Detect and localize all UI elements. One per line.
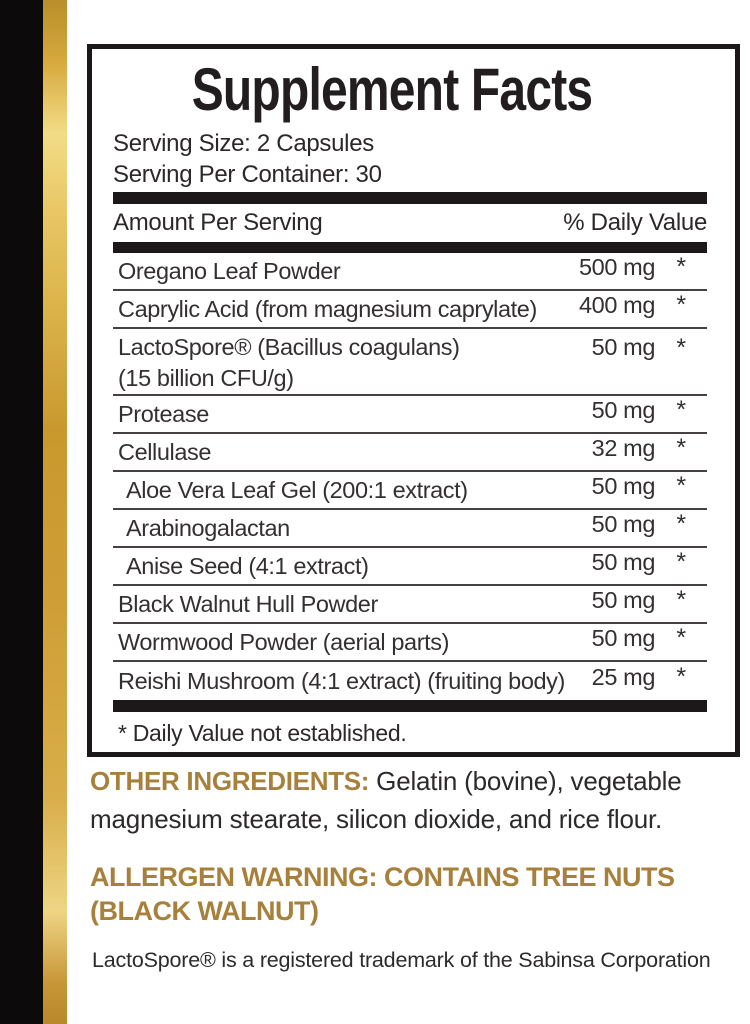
serving-info bbox=[113, 128, 707, 190]
table-row bbox=[113, 662, 707, 700]
ingredient-name-text: Reishi Mushroom (4:1 extract) (fruiting body) bbox=[118, 667, 565, 694]
panel-title: Supplement Facts bbox=[191, 56, 593, 123]
divider-bar-header bbox=[113, 242, 707, 253]
other-ingredients bbox=[90, 762, 750, 838]
ingredient-amount: 32 mg bbox=[591, 434, 655, 461]
table-row bbox=[113, 329, 707, 396]
table-row bbox=[113, 434, 707, 472]
ingredient-amount: 25 mg bbox=[591, 663, 655, 690]
table-row bbox=[113, 586, 707, 624]
trademark-note: LactoSpore® is a registered trademark of the Sabinsa Corporation bbox=[92, 948, 711, 972]
divider-bar-top bbox=[113, 192, 707, 204]
ingredient-name-text: Wormwood Powder (aerial parts) bbox=[118, 628, 450, 655]
table-row bbox=[113, 396, 707, 434]
daily-value-asterisk: * bbox=[676, 471, 686, 500]
other-ingredients-line1 bbox=[90, 762, 750, 800]
other-ingredients-text2: magnesium stearate, silicon dioxide, and rice flour. bbox=[90, 804, 663, 834]
ingredient-amount: 50 mg bbox=[591, 548, 655, 575]
ingredient-name-text: Aloe Vera Leaf Gel (200:1 extract) bbox=[126, 476, 468, 503]
ingredient-name bbox=[113, 629, 565, 656]
daily-value-asterisk: * bbox=[676, 334, 686, 362]
allergen-warning-line1: ALLERGEN WARNING: CONTAINS TREE NUTS bbox=[90, 862, 675, 892]
ingredient-name bbox=[113, 401, 565, 428]
ingredient-name bbox=[113, 258, 565, 285]
serving-size: Serving Size: 2 Capsules bbox=[113, 130, 374, 157]
daily-value-footnote: * Daily Value not established. bbox=[118, 720, 407, 746]
daily-value-asterisk: * bbox=[676, 290, 686, 319]
ingredient-subname: (15 billion CFU/g) bbox=[118, 365, 294, 391]
table-row bbox=[113, 624, 707, 662]
ingredient-amount: 50 mg bbox=[591, 586, 655, 613]
ingredient-amount: 500 mg bbox=[579, 253, 655, 280]
table-row bbox=[113, 510, 707, 548]
ingredient-amount: 50 mg bbox=[591, 624, 655, 651]
table-row bbox=[113, 253, 707, 291]
daily-value-asterisk: * bbox=[676, 252, 686, 281]
ingredient-amount: 50 mg bbox=[591, 396, 655, 423]
ingredient-name bbox=[113, 296, 565, 323]
daily-value-asterisk: * bbox=[676, 395, 686, 424]
allergen-warning bbox=[90, 860, 675, 928]
ingredient-amount: 400 mg bbox=[579, 291, 655, 318]
ingredient-name bbox=[113, 591, 565, 618]
ingredient-amount: 50 mg bbox=[591, 510, 655, 537]
ingredient-amount: 50 mg bbox=[591, 472, 655, 499]
gold-stripe bbox=[43, 0, 67, 1024]
ingredient-name bbox=[113, 553, 565, 580]
ingredient-name bbox=[113, 332, 565, 394]
ingredient-name bbox=[113, 477, 565, 504]
table-row bbox=[113, 472, 707, 510]
daily-value-asterisk: * bbox=[676, 585, 686, 614]
left-black-bar bbox=[0, 0, 43, 1024]
ingredient-name bbox=[113, 668, 565, 695]
table-row bbox=[113, 291, 707, 329]
ingredient-name-text: LactoSpore® (Bacillus coagulans) bbox=[118, 334, 460, 360]
other-ingredients-label: OTHER INGREDIENTS: bbox=[90, 766, 370, 796]
table-row bbox=[113, 548, 707, 586]
ingredient-name bbox=[113, 439, 565, 466]
facts-rows bbox=[113, 253, 707, 700]
other-ingredients-text1: Gelatin (bovine), vegetable bbox=[376, 766, 682, 796]
amount-per-serving-label: Amount Per Serving bbox=[113, 209, 323, 236]
ingredient-name bbox=[113, 515, 565, 542]
daily-value-asterisk: * bbox=[676, 662, 686, 691]
daily-value-asterisk: * bbox=[676, 509, 686, 538]
daily-value-asterisk: * bbox=[676, 623, 686, 652]
ingredient-amount: 50 mg bbox=[591, 334, 655, 360]
ingredient-name-text: Arabinogalactan bbox=[126, 514, 290, 541]
servings-per-container: Serving Per Container: 30 bbox=[113, 161, 382, 188]
ingredient-name-text: Oregano Leaf Powder bbox=[118, 257, 341, 284]
allergen-warning-line2: (BLACK WALNUT) bbox=[90, 896, 319, 926]
ingredient-name-text: Anise Seed (4:1 extract) bbox=[126, 552, 369, 579]
daily-value-label: % Daily Value bbox=[563, 209, 707, 236]
divider-bar-bottom bbox=[113, 700, 707, 712]
ingredient-name-text: Protease bbox=[118, 400, 209, 427]
daily-value-asterisk: * bbox=[676, 433, 686, 462]
ingredient-name-text: Caprylic Acid (from magnesium caprylate) bbox=[118, 295, 537, 322]
supplement-facts-panel bbox=[87, 44, 740, 757]
ingredient-name-text: Black Walnut Hull Powder bbox=[118, 590, 378, 617]
ingredient-name-text: Cellulase bbox=[118, 438, 212, 465]
daily-value-asterisk: * bbox=[676, 547, 686, 576]
column-header-row bbox=[113, 204, 707, 242]
